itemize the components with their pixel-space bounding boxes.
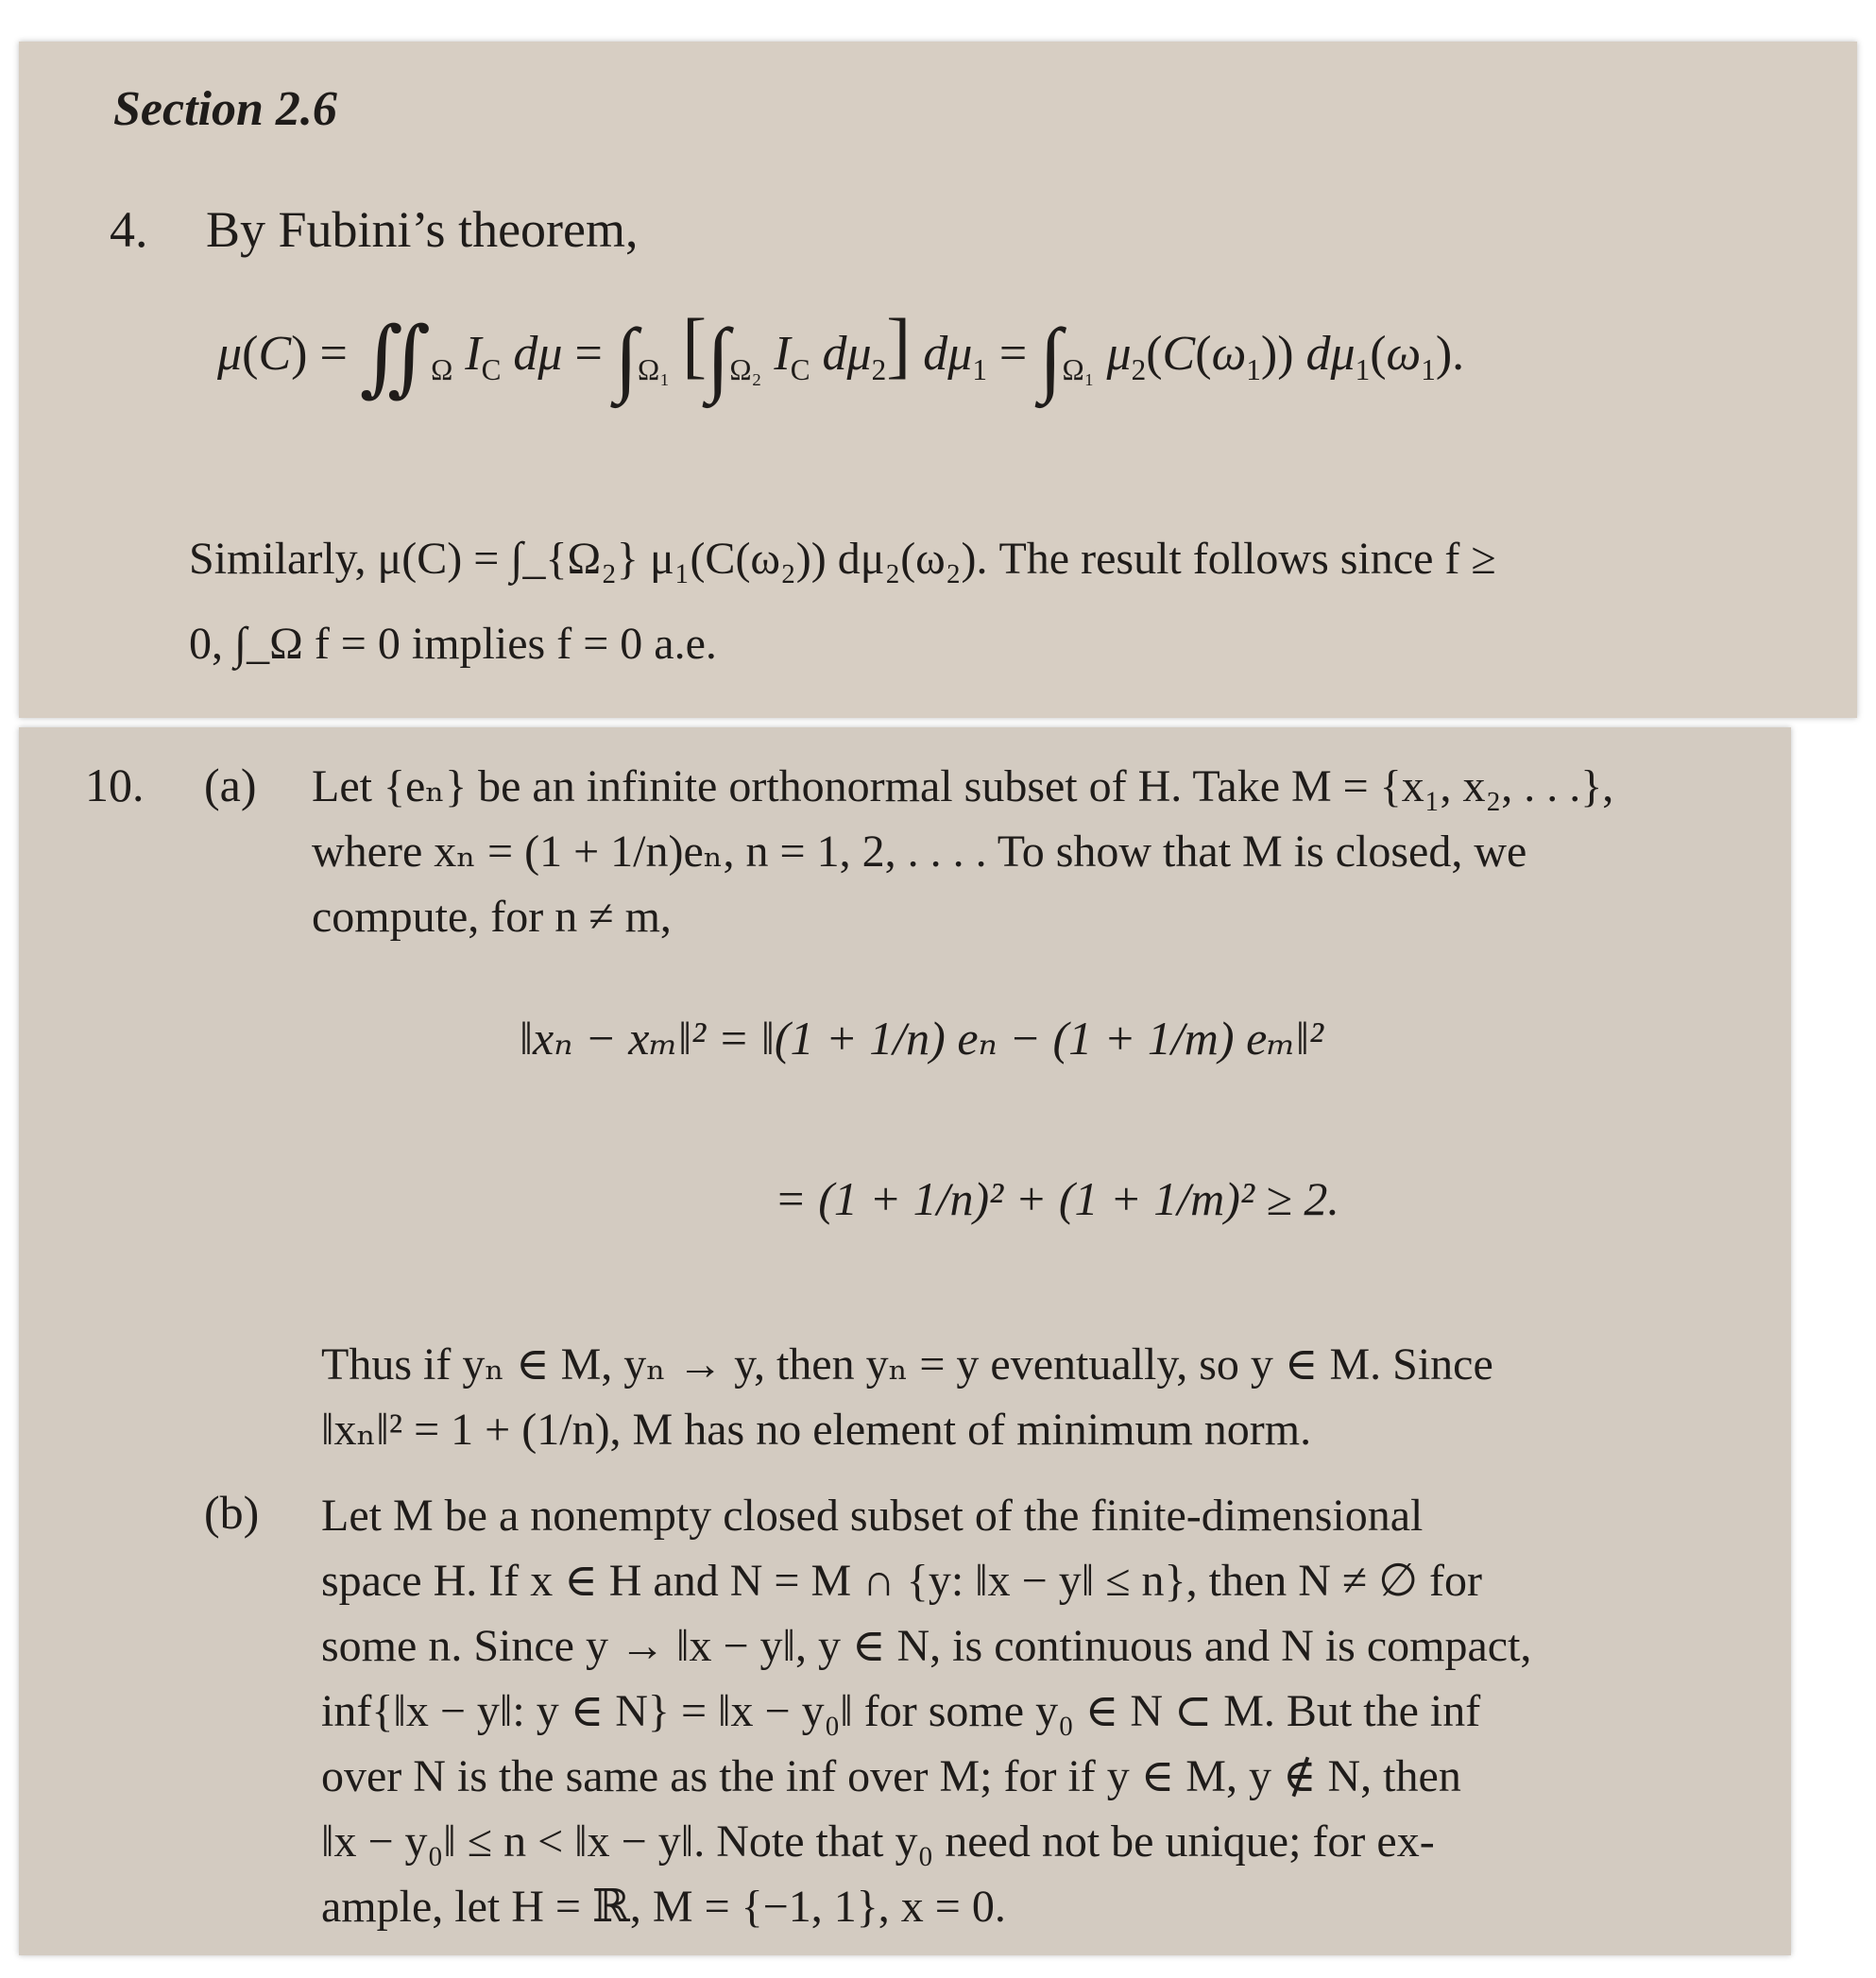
- part-b-line: over N is the same as the inf over M; for if y ∈ M, y ∉ N, then: [321, 1751, 1461, 1801]
- part-b-line: space H. If x ∈ H and N = M ∩ {y: ‖x − y‖ ≤ n}, then N ≠ ∅ for: [321, 1556, 1483, 1606]
- part-b-line: some n. Since y → ‖x − y‖, y ∈ N, is continuous and N is compact,: [321, 1621, 1532, 1671]
- part-a-line: compute, for n ≠ m,: [312, 892, 672, 942]
- part-b-line: ‖x − y₀‖ ≤ n < ‖x − y‖. Note that y₀ need not be unique; for ex-: [321, 1816, 1435, 1867]
- section-heading: Section 2.6: [113, 82, 337, 136]
- part-a-text: [312, 754, 1613, 949]
- item-4-intro: By Fubini’s theorem,: [206, 201, 639, 258]
- part-a-conclusion-line: ‖xₙ‖² = 1 + (1/n), M has no element of minimum norm.: [321, 1405, 1312, 1455]
- part-a-label: (a): [204, 759, 257, 811]
- page-photo-top: [19, 42, 1857, 718]
- part-b-text: [321, 1483, 1531, 1939]
- page-photo-bottom: [19, 727, 1791, 1955]
- item-4-line1: Similarly, μ(C) = ∫_{Ω₂} μ₁(C(ω₂)) dμ₂(ω₂). The result follows since f ≥: [189, 534, 1496, 584]
- part-a-conclusion-line: Thus if yₙ ∈ M, yₙ → y, then yₙ = y eventually, so y ∈ M. Since: [321, 1339, 1493, 1390]
- part-a-conclusion: [321, 1332, 1493, 1462]
- part-b-line: inf{‖x − y‖: y ∈ N} = ‖x − y₀‖ for some y₀ ∈ N ⊂ M. But the inf: [321, 1686, 1481, 1736]
- part-b-label: (b): [204, 1486, 260, 1539]
- item-4-line2: 0, ∫_Ω f = 0 implies f = 0 a.e.: [189, 619, 717, 669]
- item-number-10: 10.: [85, 759, 145, 811]
- norm-equation-line2: = (1 + 1/n)² + (1 + 1/m)² ≥ 2.: [775, 1172, 1339, 1225]
- part-b-line: Let M be a nonempty closed subset of the finite-dimensional: [321, 1491, 1424, 1541]
- item-number-4: 4.: [110, 201, 148, 258]
- part-a-line: where xₙ = (1 + 1/n)eₙ, n = 1, 2, . . . . To show that M is closed, we: [312, 827, 1527, 877]
- part-a-line: Let {eₙ} be an infinite orthonormal subset of H. Take M = {x₁, x₂, . . .},: [312, 761, 1614, 811]
- part-b-line: ample, let H = ℝ, M = {−1, 1}, x = 0.: [321, 1882, 1006, 1932]
- fubini-equation: $\mu(C) = ∬_\Omega$ $I_C$ $d\mu = \int_{\Omega_1}$ [$\int_{\Omega_2}$ $I_C$ $d\mu_2$] $d\mu_1 = \int_{\Omega_1}$ $\mu_2(C(\omega_1))$ $d\mu_1(\omega_1)$.: [217, 303, 1465, 405]
- norm-equation-line1: ‖xₙ − xₘ‖² = ‖(1 + 1/n) eₙ − (1 + 1/m) eₘ‖²: [520, 1012, 1323, 1065]
